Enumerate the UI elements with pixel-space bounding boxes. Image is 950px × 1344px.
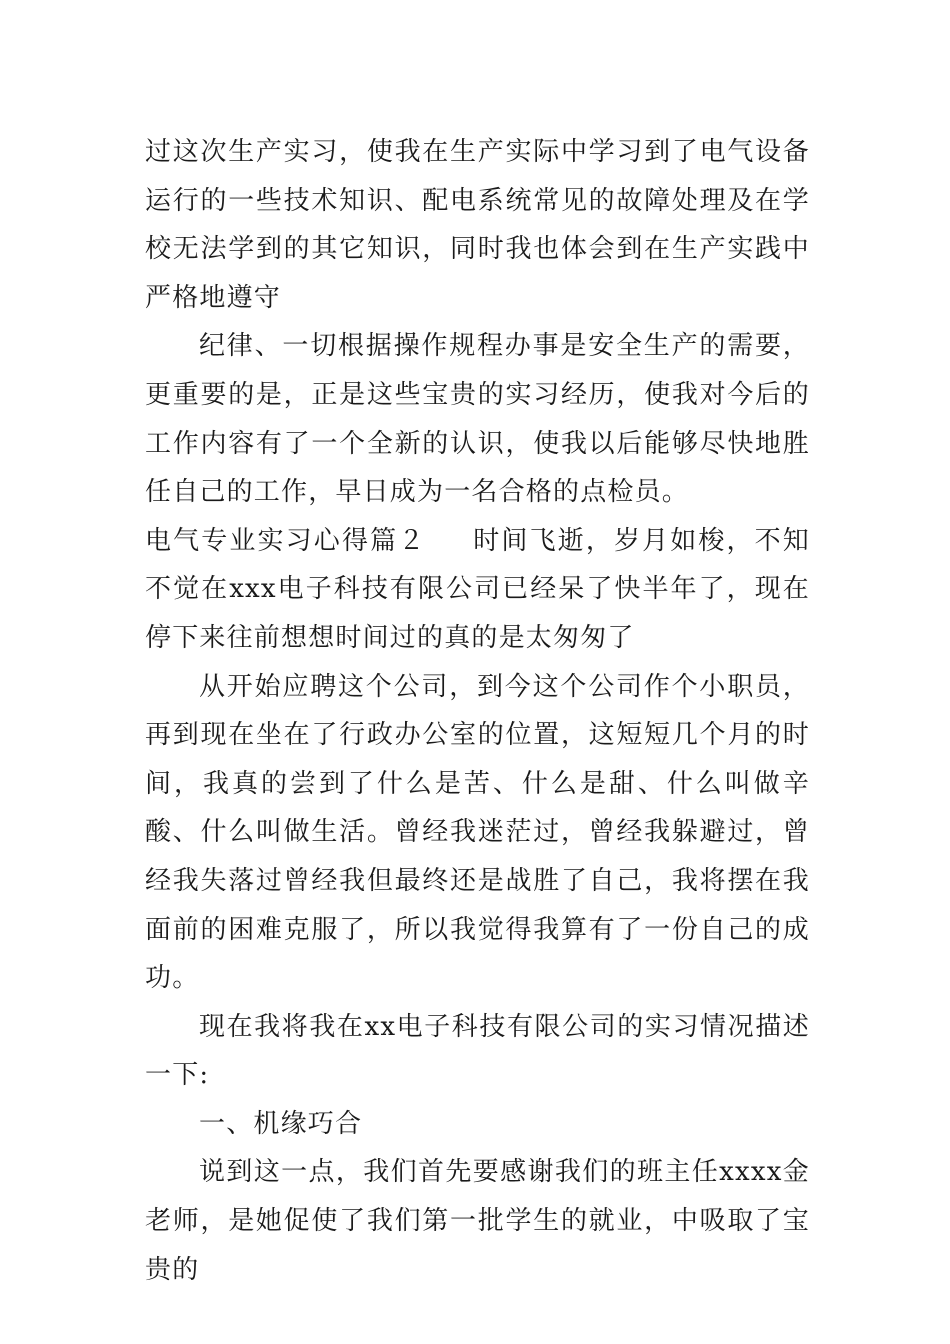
paragraph-2: 纪律、一切根据操作规程办事是安全生产的需要，更重要的是，正是这些宝贵的实习经历，使我对今后的工作内容有了一个全新的认识，使我以后能够尽快地胜任自己的工作，早日成为一名合格的点检员。 <box>145 331 810 508</box>
paragraph-6-heading: 一、机缘巧合 <box>199 1108 363 1139</box>
section-intro-text: 时间飞逝，岁月如梭，不知不觉在xxx电子科技有限公司已经呆了快半年了，现在停下来往前想想时间过的真的是太匆匆了 <box>145 525 810 653</box>
paragraph-1: 过这次生产实习，使我在生产实际中学习到了电气设备运行的一些技术知识、配电系统常见的故障处理及在学校无法学到的其它知识，同时我也体会到在生产实践中严格地遵守 <box>145 137 810 313</box>
paragraph-5: 现在我将我在xx电子科技有限公司的实习情况描述一下: <box>145 1011 810 1091</box>
document-body <box>145 128 810 1294</box>
paragraph-7: 说到这一点，我们首先要感谢我们的班主任xxxx金老师，是她促使了我们第一批学生的就业，中吸取了宝贵的 <box>145 1157 810 1285</box>
paragraph-4: 从开始应聘这个公司，到今这个公司作个小职员，再到现在坐在了行政办公室的位置，这短短几个月的时间，我真的尝到了什么是苦、什么是甜、什么叫做辛酸、什么叫做生活。曾经我迷茫过，曾经我躲避过，曾经我失落过曾经我但最终还是战胜了自己，我将摆在我面前的困难克服了，所以我觉得我算有了一份自己的成功。 <box>145 671 810 994</box>
section-title: 电气专业实习心得篇２ <box>145 525 427 556</box>
paragraph-3 <box>145 517 810 663</box>
